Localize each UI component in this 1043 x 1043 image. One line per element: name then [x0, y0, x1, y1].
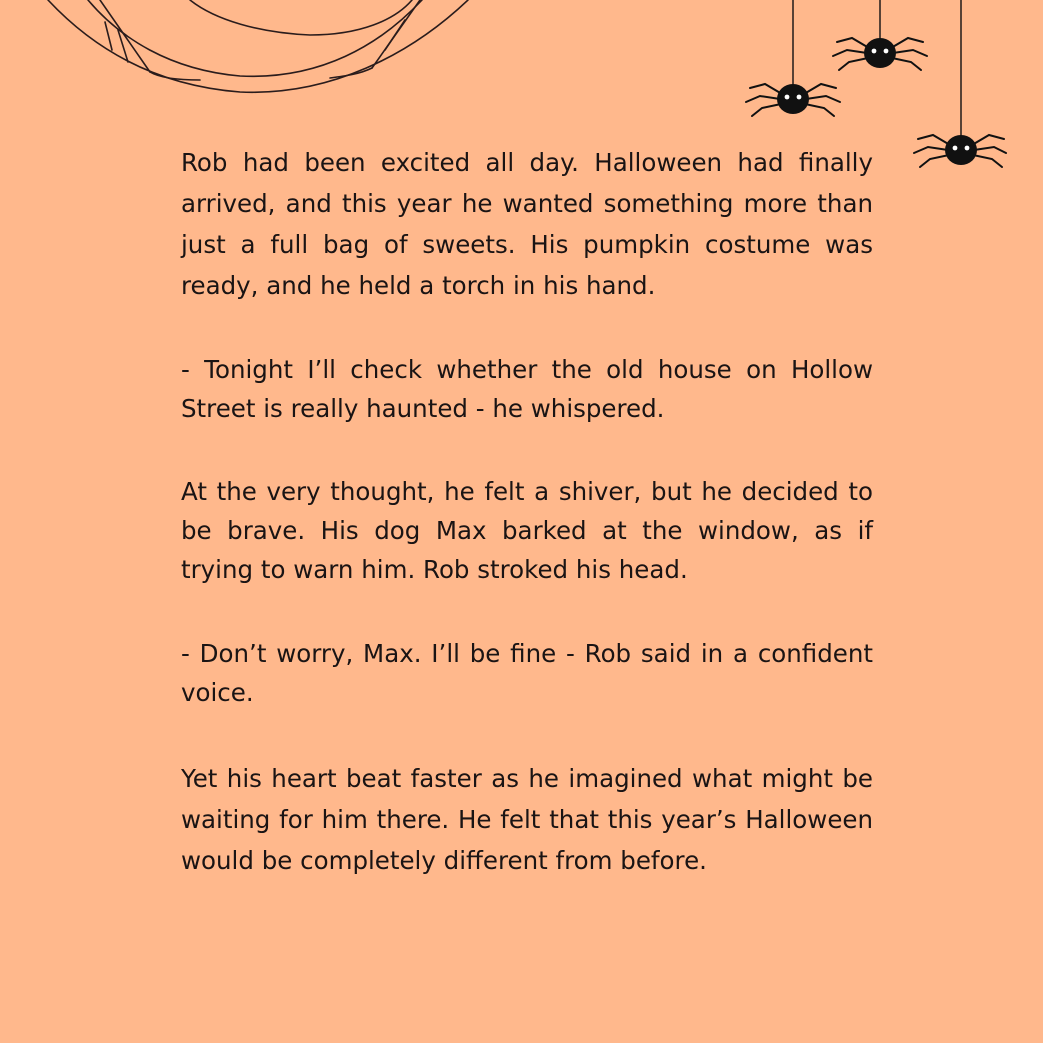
spider-web-icon — [0, 0, 480, 110]
story-paragraph: Yet his heart beat faster as he imagined what might be waiting for him there. He felt that this year’s Halloween would be completely different from before. — [181, 764, 873, 875]
story-paragraph: At the very thought, he felt a shiver, but he decided to be brave. His dog Max barked at the window, as if trying to warn him. Rob stroked his head. — [181, 477, 873, 584]
spider-icon — [746, 0, 840, 116]
spider-icon — [833, 0, 927, 70]
spider-icon — [914, 0, 1006, 167]
story-text — [181, 142, 873, 881]
story-paragraph: Rob had been excited all day. Halloween had finally arrived, and this year he wanted something more than just a full bag of sweets. His pumpkin costume was ready, and he held a torch in his hand. — [181, 148, 873, 300]
story-dialogue-line: - Don’t worry, Max. I’ll be fine - Rob said in a confident voice. — [181, 639, 873, 707]
story-dialogue-line: - Tonight I’ll check whether the old house on Hollow Street is really haunted - he whispered. — [181, 355, 873, 423]
